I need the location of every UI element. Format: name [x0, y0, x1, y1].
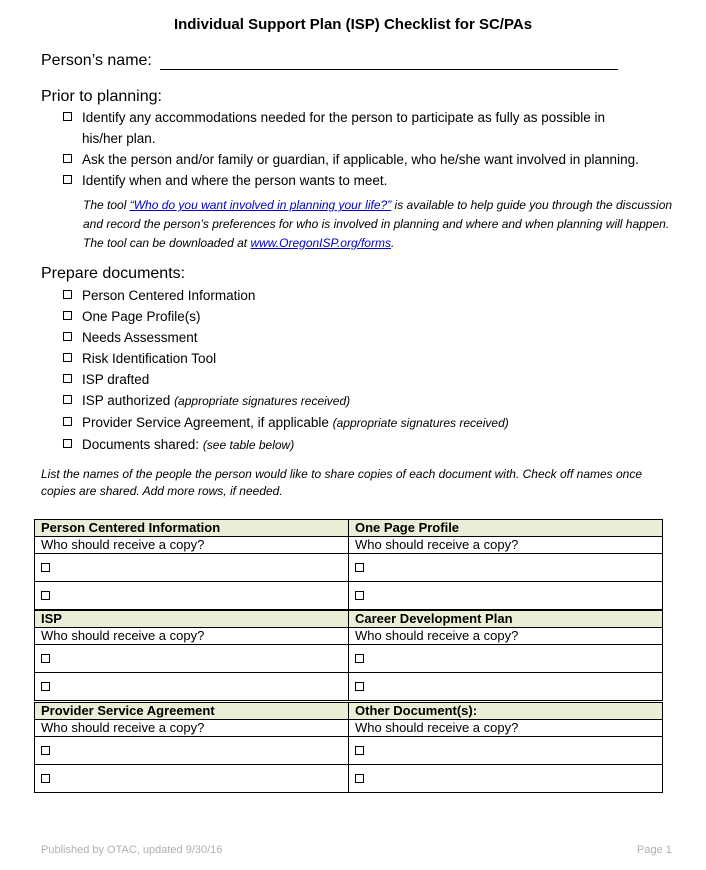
checkbox[interactable] — [63, 332, 72, 341]
footer-published: Published by OTAC, updated 9/30/16 — [41, 844, 223, 856]
note-text: The tool — [83, 198, 130, 212]
checkbox[interactable] — [63, 395, 72, 404]
prepare-item-text: Risk Identification Tool — [82, 351, 217, 366]
checkbox[interactable] — [355, 746, 364, 755]
checkbox[interactable] — [355, 682, 364, 691]
prepare-item-text: Needs Assessment — [82, 330, 198, 345]
recipient-cell[interactable] — [35, 765, 349, 793]
prior-item-text: Identify when and where the person wants to meet. — [82, 173, 388, 188]
recipient-cell[interactable] — [35, 673, 349, 701]
checkbox[interactable] — [63, 353, 72, 362]
checkbox[interactable] — [63, 439, 72, 448]
prepare-item — [63, 348, 673, 369]
person-name-row — [41, 52, 618, 70]
prepare-item-note: (appropriate signatures received) — [174, 394, 351, 408]
prepare-item-text: One Page Profile(s) — [82, 309, 201, 324]
checkbox[interactable] — [63, 175, 72, 184]
table-header: ISP — [35, 611, 349, 628]
prepare-item-text: Person Centered Information — [82, 288, 256, 303]
table-subheader: Who should receive a copy? — [349, 628, 663, 645]
recipient-cell[interactable] — [349, 582, 663, 610]
recipient-cell[interactable] — [35, 737, 349, 765]
checkbox[interactable] — [41, 682, 50, 691]
footer-page-number: Page 1 — [637, 844, 672, 856]
prepare-item-note: (see table below) — [202, 438, 295, 452]
prior-heading: Prior to planning: — [41, 88, 162, 105]
share-instructions: List the names of the people the person would like to share copies of each document with. Check off names once copies are shared. Add more rows, if needed. — [41, 467, 643, 498]
prepare-item — [63, 285, 673, 306]
recipient-cell[interactable] — [349, 737, 663, 765]
table-header: One Page Profile — [349, 520, 663, 537]
table-header: Provider Service Agreement — [35, 703, 349, 720]
checkbox[interactable] — [63, 112, 72, 121]
checkbox[interactable] — [41, 654, 50, 663]
prior-item — [63, 149, 673, 170]
prepare-item-text: ISP authorized — [82, 393, 175, 408]
person-name-field[interactable] — [160, 53, 618, 70]
forms-url-link[interactable]: www.OregonISP.org/forms — [250, 236, 391, 250]
prior-item — [63, 107, 673, 149]
checkbox[interactable] — [355, 654, 364, 663]
checkbox[interactable] — [63, 290, 72, 299]
recipient-cell[interactable] — [349, 765, 663, 793]
checkbox[interactable] — [355, 591, 364, 600]
checkbox[interactable] — [355, 563, 364, 572]
recipient-cell[interactable] — [349, 645, 663, 673]
tool-link[interactable]: “Who do you want involved in planning your life?” — [129, 198, 392, 212]
checkbox[interactable] — [63, 154, 72, 163]
table-subheader: Who should receive a copy? — [349, 720, 663, 737]
checkbox[interactable] — [63, 374, 72, 383]
checkbox[interactable] — [63, 311, 72, 320]
prepare-item — [63, 434, 673, 456]
note-text: is available to help guide you through the discussion and record the person’s preferences for who is involved in planning and where and when planning will happen. The tool can be downloaded at — [83, 198, 673, 250]
prior-checklist — [63, 107, 673, 191]
checkbox[interactable] — [41, 563, 50, 572]
checkbox[interactable] — [63, 417, 72, 426]
note-text: . — [390, 236, 395, 250]
checkbox[interactable] — [41, 774, 50, 783]
prior-item-text: Identify any accommodations needed for the person to participate as fully as possible in his/her plan. — [82, 110, 606, 146]
recipient-cell[interactable] — [349, 554, 663, 582]
checkbox[interactable] — [41, 746, 50, 755]
table-header: Career Development Plan — [349, 611, 663, 628]
person-name-label: Person’s name: — [41, 52, 152, 69]
prepare-checklist — [63, 285, 673, 456]
prepare-item — [63, 306, 673, 327]
document-share-table — [34, 702, 663, 793]
table-subheader: Who should receive a copy? — [35, 628, 349, 645]
prepare-item — [63, 369, 673, 390]
prepare-item-text: Documents shared: — [82, 437, 203, 452]
recipient-cell[interactable] — [35, 582, 349, 610]
prepare-item-text: Provider Service Agreement, if applicable — [82, 415, 333, 430]
table-subheader: Who should receive a copy? — [35, 720, 349, 737]
table-header: Other Document(s): — [349, 703, 663, 720]
table-subheader: Who should receive a copy? — [349, 537, 663, 554]
document-share-table — [34, 519, 663, 610]
prepare-item — [63, 327, 673, 348]
table-subheader: Who should receive a copy? — [35, 537, 349, 554]
prior-item-text: Ask the person and/or family or guardian, if applicable, who he/she want involved in planning. — [82, 152, 639, 167]
checkbox[interactable] — [355, 774, 364, 783]
prepare-item — [63, 412, 673, 434]
prepare-item-note: (appropriate signatures received) — [332, 416, 509, 430]
page-title: Individual Support Plan (ISP) Checklist for SC/PAs — [173, 16, 533, 33]
table-header: Person Centered Information — [35, 520, 349, 537]
recipient-cell[interactable] — [35, 645, 349, 673]
recipient-cell[interactable] — [35, 554, 349, 582]
checkbox[interactable] — [41, 591, 50, 600]
document-share-table — [34, 610, 663, 701]
prepare-item-text: ISP drafted — [82, 372, 150, 387]
tool-note — [83, 196, 673, 253]
prepare-heading: Prepare documents: — [41, 265, 186, 282]
prior-item — [63, 170, 673, 191]
prepare-item — [63, 390, 673, 412]
recipient-cell[interactable] — [349, 673, 663, 701]
